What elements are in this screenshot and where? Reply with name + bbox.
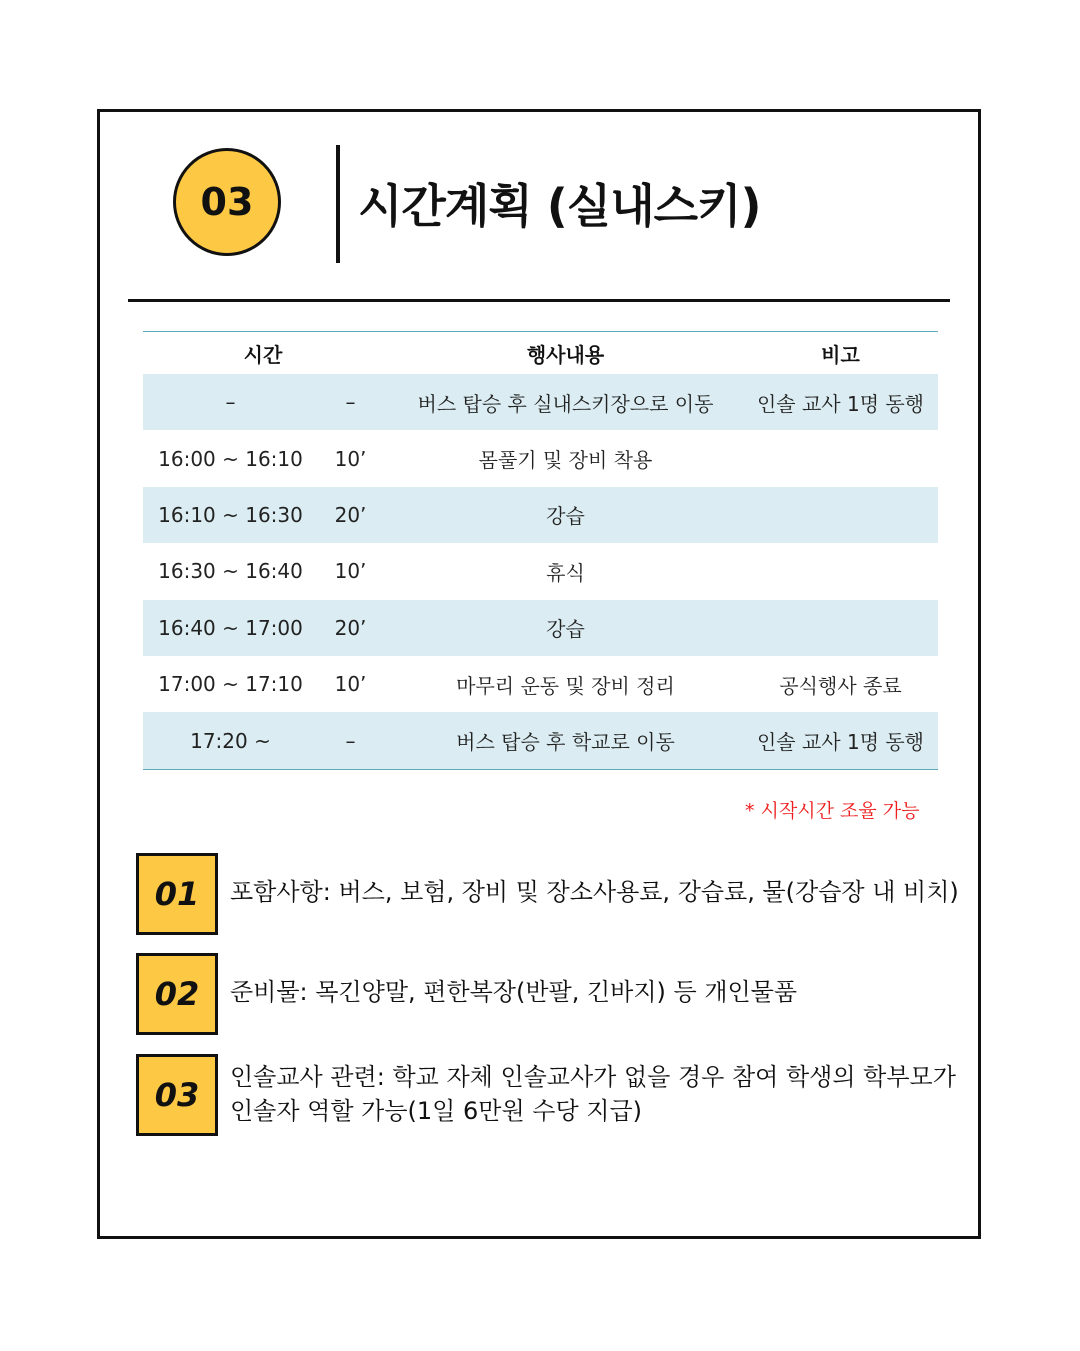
row-time: 17:00 ~ 17:10 (158, 672, 303, 697)
schedule-table (143, 331, 938, 770)
header-note: 비고 (821, 342, 860, 367)
row-duration: 10’ (334, 559, 367, 584)
table-row (143, 374, 938, 430)
row-note: 인솔 교사 1명 동행 (756, 391, 925, 416)
table-row (143, 656, 938, 712)
row-time: – (225, 390, 236, 415)
row-duration: 20’ (334, 615, 367, 640)
table-row (143, 600, 938, 656)
row-duration: – (345, 390, 356, 415)
row-time: 16:10 ~ 16:30 (158, 502, 303, 527)
title-divider (336, 145, 340, 263)
table-row (143, 543, 938, 599)
row-activity: 마무리 운동 및 장비 정리 (456, 673, 675, 698)
header-activity: 행사내용 (526, 342, 605, 367)
item-text: 인솔교사 관련: 학교 자체 인솔교사가 없을 경우 참여 학생의 학부모가 인솔자 역할 가능(1일 6만원 수당 지급) (230, 1063, 956, 1125)
table-row (143, 430, 938, 486)
schedule-footnote: * 시작시간 조율 가능 (745, 800, 920, 822)
title-rule (128, 299, 950, 302)
table-row (143, 487, 938, 543)
section-number-badge: 03 (173, 148, 281, 256)
row-note: 인솔 교사 1명 동행 (756, 730, 925, 755)
item-text: 준비물: 목긴양말, 편한복장(반팔, 긴바지) 등 개인물품 (230, 978, 798, 1006)
row-activity: 강습 (546, 617, 585, 642)
row-note (743, 430, 938, 486)
item-number-badge: 02 (136, 953, 218, 1035)
row-duration: 10’ (334, 446, 367, 471)
item-number-badge: 01 (136, 853, 218, 935)
row-time: 16:00 ~ 16:10 (158, 446, 303, 471)
table-header-row (143, 332, 938, 374)
row-activity: 강습 (546, 504, 585, 529)
row-time: 17:20 ~ (190, 728, 271, 753)
row-note (743, 543, 938, 599)
page-title: 시간계획 (실내스키) (358, 179, 761, 233)
row-activity: 버스 탑승 후 학교로 이동 (456, 730, 675, 755)
row-activity: 휴식 (546, 560, 585, 585)
item-text: 포함사항: 버스, 보험, 장비 및 장소사용료, 강습료, 물(강습장 내 비치) (230, 878, 959, 906)
header-time: 시간 (243, 342, 283, 367)
row-duration: 10’ (334, 672, 367, 697)
row-time: 16:30 ~ 16:40 (158, 559, 303, 584)
row-activity: 몸풀기 및 장비 착용 (478, 448, 653, 473)
row-duration: 20’ (334, 502, 367, 527)
item-number-badge: 03 (136, 1054, 218, 1136)
row-note (743, 600, 938, 656)
row-time: 16:40 ~ 17:00 (158, 615, 303, 640)
row-activity: 버스 탑승 후 실내스키장으로 이동 (417, 391, 714, 416)
row-duration: – (345, 728, 356, 753)
row-note (743, 487, 938, 543)
row-note: 공식행사 종료 (779, 673, 902, 698)
table-row (143, 712, 938, 768)
